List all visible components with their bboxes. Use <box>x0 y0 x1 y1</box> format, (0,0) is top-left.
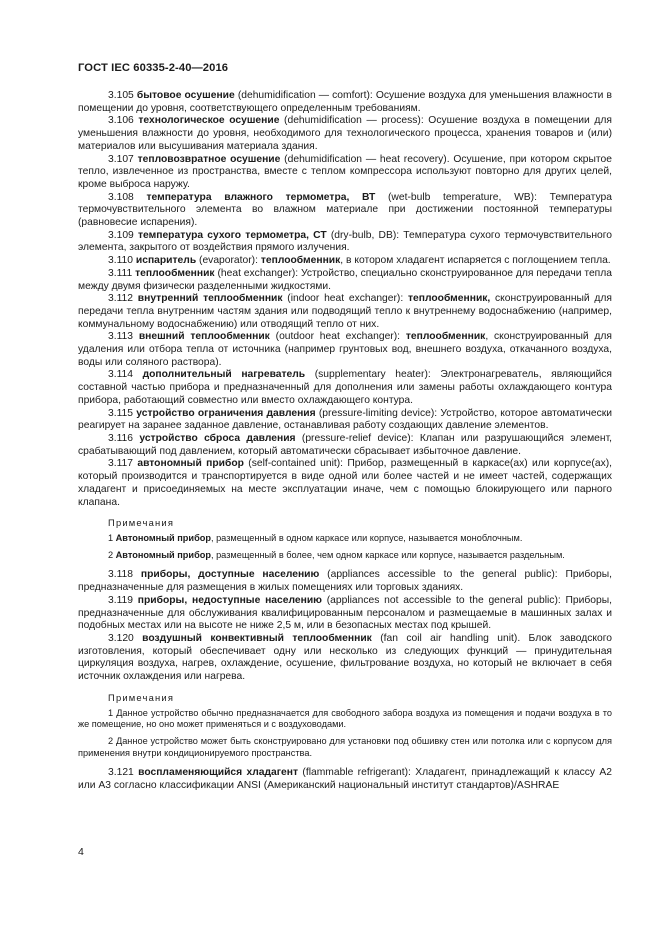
definition-text: (dehumidification — comfort): Осушение воздуха для уменьшения влажности в помещении до уровня, соответствующего определенным требованиям. <box>78 90 612 114</box>
clause-number: 3.106 <box>108 115 134 127</box>
note-text: 1 Данное устройство обычно предназначается для свободного забора воздуха из помещения и подачи воздуха в то же помещение, но оно может применяться и с воздуховодами. <box>78 707 612 730</box>
definition-paragraph <box>78 230 612 255</box>
definition-paragraph <box>78 458 612 509</box>
defined-term: внутренний теплообменник <box>137 293 283 305</box>
definitions-group-a <box>78 90 612 509</box>
defined-term: бытовое осушение <box>136 90 235 101</box>
note-text: , размещенный в одном каркасе или корпусе, называется моноблочным. <box>210 533 523 544</box>
defined-term: автономный прибор <box>137 458 244 470</box>
defined-term: технологическое осушение <box>138 115 280 127</box>
definition-paragraph <box>78 115 612 153</box>
definition-paragraph <box>78 255 612 268</box>
referenced-term: теплообменник, <box>407 293 491 305</box>
defined-term: приборы, доступные населению <box>140 569 320 581</box>
definition-text: (self-contained unit): Прибор, размещенный в каркасе(ах) или корпусе(ах), который производится и транспортируется в виде одной или более частей и не имеет частей, содержащих хладагент и присоединяемых на месте эксплуатации иначе, чем с помощью блокирующего или парного клапана. <box>78 458 613 508</box>
clause-number: 3.111 <box>108 267 133 279</box>
clause-number: 3.114 <box>108 369 134 381</box>
definition-paragraph <box>78 569 612 594</box>
definition-text: (heat exchanger): Устройство, специально сконструированное для передачи тепла между двумя физически разделенными жидкостями. <box>78 267 612 292</box>
definition-text: сконструированный для передачи тепла внутренним частям здания или подводящий тепло к внутреннему водоснабжению (например, коммунальному водоснабжению) или отводящий тепло от них. <box>78 293 612 330</box>
defined-term: температура сухого термометра, СТ <box>137 229 327 241</box>
notes-block-2 <box>78 692 612 759</box>
definition-text: (dehumidification — heat recovery). Осушение, при котором скрытое тепло, извлеченное из пространства, вместе с теплом компрессора используют повторно для других целей, кроме выброса наружу. <box>78 153 612 190</box>
referenced-term: теплообменник <box>260 255 341 267</box>
clause-number: 3.110 <box>108 255 134 267</box>
clause-number: 3.116 <box>108 432 134 444</box>
clause-number: 3.119 <box>108 594 134 606</box>
note-text: 2 Данное устройство может быть сконструировано для установки под обшивку стен или потолка или с корпусом для применения внутри кондиционируемого пространства. <box>78 735 612 758</box>
definition-paragraph <box>78 154 612 192</box>
definition-paragraph <box>78 90 612 115</box>
defined-term: тепловозвратное осушение <box>137 153 281 165</box>
note-item <box>78 533 612 545</box>
defined-term: устройство ограничения давления <box>136 407 316 419</box>
definition-text: (fan coil air handling unit). Блок заводского изготовления, который обеспечивает одну или несколько из следующих функций — принудительная циркуляция воздуха, нагрев, охлаждение, осушение, фильтрование воздуха, но который не включает в себя источник охлаждения или нагрева. <box>78 632 612 683</box>
definition-text: (indoor heat exchanger): <box>282 293 408 305</box>
definition-paragraph <box>78 595 612 633</box>
note-number: 1 <box>108 533 116 544</box>
note-item <box>78 708 612 731</box>
definition-text: (supplementary heater): Электронагреватель, являющийся составной частью прибора и предназначенный для дополнения или замены работы охлаждающего контура прибора, работающий совместно или вместо охлаждающего контура. <box>78 369 612 406</box>
definition-paragraph <box>78 369 612 407</box>
clause-number: 3.107 <box>108 153 134 165</box>
notes-list <box>78 708 612 759</box>
defined-term: приборы, недоступные населению <box>137 594 322 606</box>
definition-text: (outdoor heat exchanger): <box>269 331 406 343</box>
definition-text: (evaporator): <box>196 255 261 267</box>
defined-term: испаритель <box>135 255 197 267</box>
definition-text: , сконструированный для удаления или отбора тепла от источника (например грунтовых вод, внешнего воздуха, откачанного воздуха, воды или соляного раствора). <box>78 331 612 368</box>
clause-number: 3.113 <box>108 331 134 343</box>
defined-term: дополнительный нагреватель <box>142 369 306 381</box>
definitions-group-b <box>78 569 612 683</box>
note-item <box>78 736 612 759</box>
definition-text: (wet-bulb temperature, WB): Температура термочувствительного элемента во влажном материале при достижении постоянной температуры (равновесие испарения). <box>78 191 612 229</box>
definition-paragraph <box>78 192 612 230</box>
clause-number: 3.109 <box>108 229 134 241</box>
definition-text: , в котором хладагент испаряется с поглощением тепла. <box>340 255 611 267</box>
clause-number: 3.120 <box>108 632 134 644</box>
defined-term: внешний теплообменник <box>138 331 270 343</box>
definition-text: (flammable refrigerant): Хладагент, принадлежащий к классу А2 или А3 согласно классификации ANSI (Американский национальный институт стандартов)/ASHRAE <box>78 767 612 791</box>
referenced-term: теплообменник <box>405 331 486 343</box>
definition-paragraph <box>78 433 612 458</box>
defined-term: устройство сброса давления <box>139 432 296 444</box>
notes-title: Примечания <box>108 691 175 703</box>
note-term: Автономный прибор <box>115 549 211 560</box>
definition-paragraph <box>78 767 612 792</box>
definition-text: (pressure-limiting device): Устройство, которое автоматически реагирует на заранее заданное давление, останавливая работу создающих давление элементов. <box>78 407 612 432</box>
definition-paragraph <box>78 331 612 369</box>
definition-paragraph <box>78 408 612 433</box>
note-item <box>78 550 612 562</box>
clause-number: 3.108 <box>108 191 134 203</box>
page-number: 4 <box>78 846 84 858</box>
clause-number: 3.112 <box>108 293 134 305</box>
note-number: 2 <box>108 549 116 560</box>
notes-list <box>78 533 612 561</box>
definition-text: (dry-bulb, DB): Температура сухого термочувствительного элемента, закрытого от воздействия прямого излучения. <box>78 229 612 254</box>
clause-number: 3.118 <box>108 569 134 581</box>
defined-term: воздушный конвективный теплообменник <box>142 632 372 644</box>
clause-number: 3.115 <box>108 407 134 419</box>
definition-text: (dehumidification — process): Осушение воздуха в помещении для уменьшения влажности до уровня, необходимого для технологического процесса, хранения товаров и (или) материалов или высушивания материала здания. <box>78 115 612 152</box>
document-body <box>78 90 612 793</box>
standard-header: ГОСТ IEC 60335-2-40—2016 <box>78 62 229 74</box>
note-term: Автономный прибор <box>115 533 211 544</box>
definition-paragraph <box>78 293 612 331</box>
clause-number: 3.105 <box>108 90 134 101</box>
defined-term: теплообменник <box>135 267 215 279</box>
definition-text: (pressure-relief device): Клапан или разрушающийся элемент, срабатывающий под давлением, который автоматически сбрасывает избыточное давление. <box>78 432 613 457</box>
notes-title: Примечания <box>108 517 175 529</box>
definition-text: (appliances not accessible to the general public): Приборы, предназначенные для обслуживания квалифицированным персоналом и размещаемые в машинных залах и подобных местах или на высоте не ниже 2,5 м, или в безопасных местах под крышей. <box>78 594 612 632</box>
notes-block-1 <box>78 517 612 561</box>
clause-number: 3.117 <box>108 458 134 470</box>
definition-text: (appliances accessible to the general public): Приборы, предназначенные для размещения в жилых помещениях или торговых зданиях. <box>78 569 612 594</box>
note-text: , размещенный в более, чем одном каркасе или корпусе, называется раздельным. <box>210 549 565 560</box>
defined-term: воспламеняющийся хладагент <box>138 767 299 779</box>
clause-number: 3.121 <box>108 767 134 779</box>
defined-term: температура влажного термометра, ВТ <box>146 191 376 203</box>
definitions-group-c <box>78 767 612 792</box>
definition-paragraph <box>78 633 612 684</box>
definition-paragraph <box>78 268 612 293</box>
